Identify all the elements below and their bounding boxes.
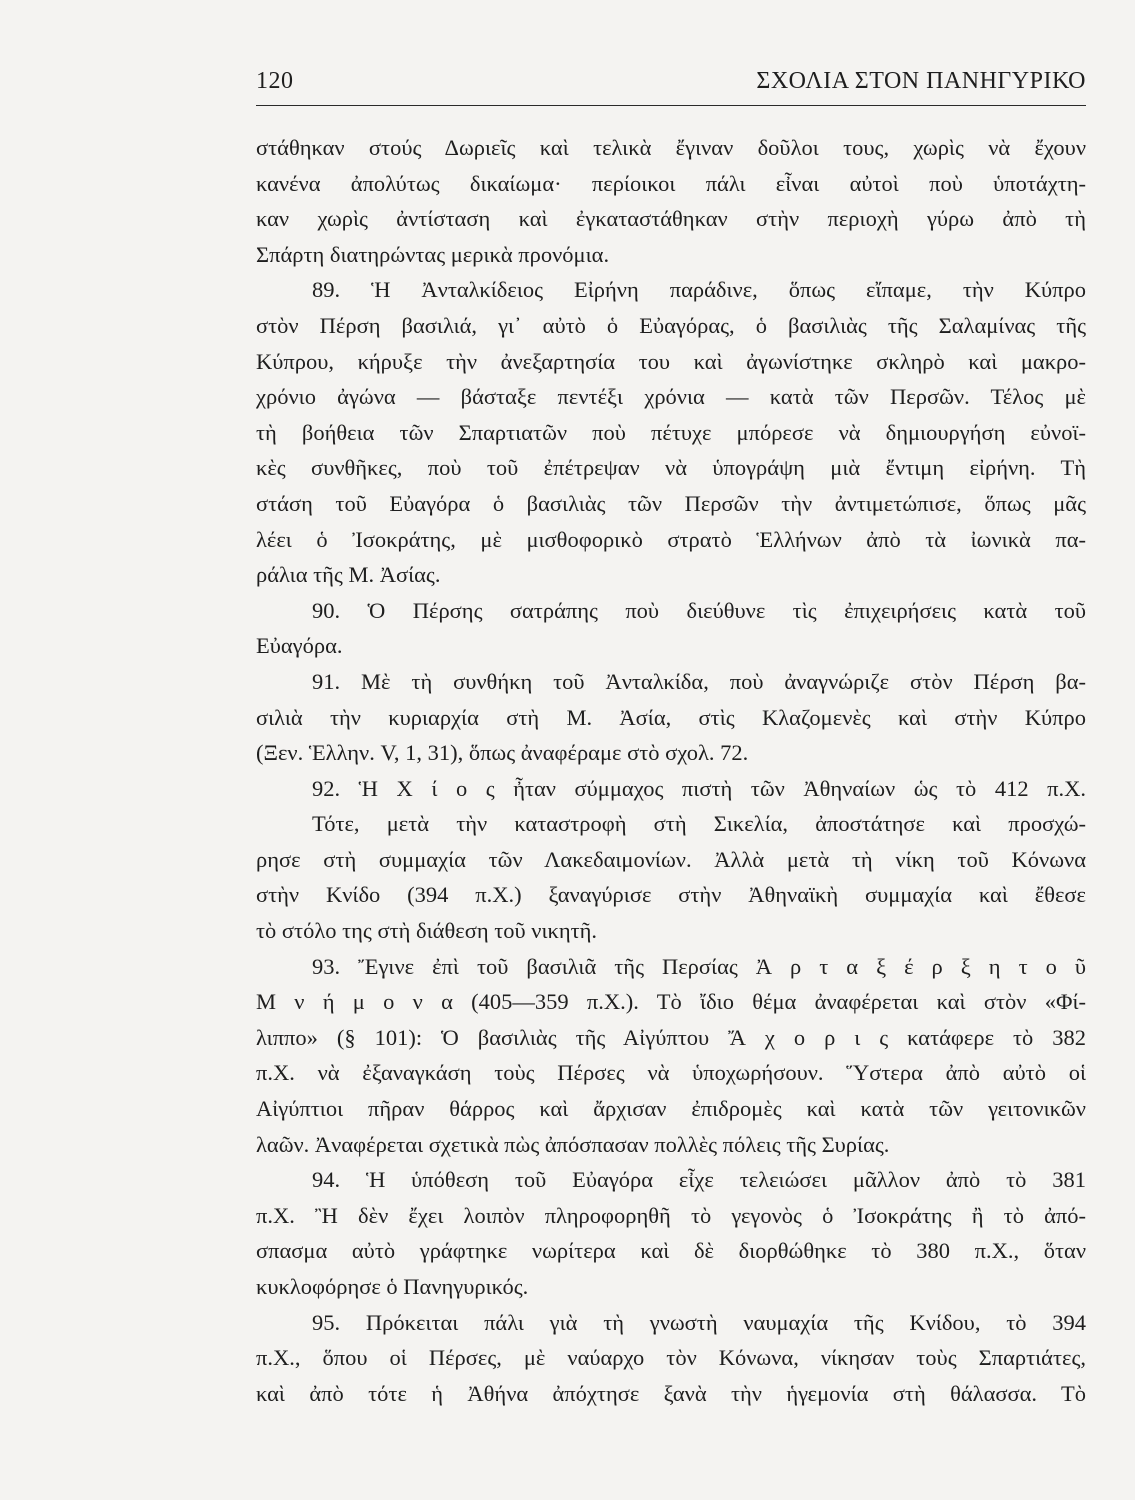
text-line: λιππο» (§ 101): Ὁ βασιλιὰς τῆς Αἰγύπτου Ἄ χ ο ρ ι ς κατάφερε τὸ 382 [256,1024,1086,1050]
header-rule [256,105,1086,106]
page-header [256,68,1086,95]
text-line: καν χωρὶς ἀντίσταση καὶ ἐγκαταστάθηκαν στὴν περιοχὴ γύρω ἀπὸ τὴ [256,206,1086,232]
note-92-start: 92. Ἡ Χ ί ο ς ἦταν σύμμαχος πιστὴ τῶν Ἀθηναίων ὡς τὸ 412 π.Χ. [312,775,1086,801]
text-line: λέει ὁ Ἰσοκράτης, μὲ μισθοφορικὸ στρατὸ Ἑλλήνων ἀπὸ τὰ ἰωνικὰ πα- [256,526,1086,552]
text-line: (Ξεν. Ἑλλην. V, 1, 31), ὅπως ἀναφέραμε στὸ σχολ. 72. [256,740,749,766]
text-line: π.Χ. Ἢ δὲν ἔχει λοιπὸν πληροφορηθῆ τὸ γεγονὸς ὁ Ἰσοκράτης ἢ τὸ ἀπό- [256,1202,1086,1228]
text-line: Αἰγύπτιοι πῆραν θάρρος καὶ ἄρχισαν ἐπιδρομὲς καὶ κατὰ τῶν γειτονικῶν [256,1096,1086,1122]
text-line: σπασμα αὐτὸ γράφτηκε νωρίτερα καὶ δὲ διορθώθηκε τὸ 380 π.Χ., ὅταν [256,1238,1086,1264]
text-line: στάθηκαν στούς Δωριεῖς καὶ τελικὰ ἔγιναν δοῦλοι τους, χωρὶς νὰ ἔχουν [256,135,1086,160]
text-line: στάση τοῦ Εὐαγόρα ὁ βασιλιὰς τῶν Περσῶν τὴν ἀντιμετώπισε, ὅπως μᾶς [256,490,1086,516]
page-body [256,130,1086,1411]
text-line: χρόνιο ἀγώνα — βάσταξε πεντέξι χρόνια — κατὰ τῶν Περσῶν. Τέλος μὲ [256,384,1086,410]
text-line: Μ ν ή μ ο ν α (405—359 π.Χ.). Τὸ ἴδιο θέμα ἀναφέρεται καὶ στὸν «Φί- [256,989,1086,1015]
text-line: λαῶν. Ἀναφέρεται σχετικὰ πὼς ἀπόσπασαν πολλὲς πόλεις τῆς Συρίας. [256,1131,890,1157]
text-line: κυκλοφόρησε ὁ Πανηγυρικός. [256,1274,529,1299]
text-line: καὶ ἀπὸ τότε ἡ Ἀθήνα ἀπόχτησε ξανὰ τὴν ἡγεμονία στὴ θάλασσα. Τὸ [256,1380,1086,1406]
text-line: στὴν Κνίδο (394 π.Χ.) ξαναγύρισε στὴν Ἀθηναϊκὴ συμμαχία καὶ ἔθεσε [256,882,1086,908]
text-line: Τότε, μετὰ τὴν καταστροφὴ στὴ Σικελία, ἀποστάτησε καὶ προσχώ- [312,811,1086,837]
note-93-start: 93. Ἔγινε ἐπὶ τοῦ βασιλιᾶ τῆς Περσίας Ἀ ρ τ α ξ έ ρ ξ η τ ο ῦ [312,953,1086,979]
text-line: τὸ στόλο της στὴ διάθεση τοῦ νικητῆ. [256,918,598,944]
text-line: π.Χ. νὰ ἐξαναγκάση τοὺς Πέρσες νὰ ὑποχωρήσουν. Ὕστερα ἀπὸ αὐτὸ οἱ [256,1060,1086,1086]
text-line: κὲς συνθῆκες, ποὺ τοῦ ἐπέτρεψαν νὰ ὑπογράψη μιὰ ἔντιμη εἰρήνη. Τὴ [256,455,1086,481]
page-number: 120 [256,68,294,94]
note-94-start: 94. Ἡ ὑπόθεση τοῦ Εὐαγόρα εἶχε τελειώσει μᾶλλον ἀπὸ τὸ 381 [312,1167,1086,1193]
text-line: π.Χ., ὅπου οἱ Πέρσες, μὲ ναύαρχο τὸν Κόνωνα, νίκησαν τοὺς Σπαρτιάτες, [256,1345,1086,1371]
note-90-start: 90. Ὁ Πέρσης σατράπης ποὺ διεύθυνε τὶς ἐπιχειρήσεις κατὰ τοῦ [312,597,1086,623]
text-line: Κύπρου, κήρυξε τὴν ἀνεξαρτησία του καὶ ἀγωνίστηκε σκληρὸ καὶ μακρο- [256,348,1086,374]
text-line: στὸν Πέρση βασιλιά, γι᾿ αὐτὸ ὁ Εὐαγόρας, ὁ βασιλιὰς τῆς Σαλαμίνας τῆς [256,312,1086,338]
note-89-start: 89. Ἡ Ἀνταλκίδειος Εἰρήνη παράδινε, ὅπως εἴπαμε, τὴν Κύπρο [312,277,1086,303]
note-95-start: 95. Πρόκειται πάλι γιὰ τὴ γνωστὴ ναυμαχία τῆς Κνίδου, τὸ 394 [312,1309,1086,1335]
note-91-start: 91. Μὲ τὴ συνθήκη τοῦ Ἀνταλκίδα, ποὺ ἀναγνώριζε στὸν Πέρση βα- [312,668,1086,694]
text-line: Σπάρτη διατηρώντας μερικὰ προνόμια. [256,241,610,267]
text-line: Εὐαγόρα. [256,633,343,659]
text-line: ράλια τῆς Μ. Ἀσίας. [256,562,441,588]
text-line: ρησε στὴ συμμαχία τῶν Λακεδαιμονίων. Ἀλλὰ μετὰ τὴ νίκη τοῦ Κόνωνα [256,846,1086,872]
text-line: κανένα ἀπολύτως δικαίωμα· περίοικοι πάλι εἶναι αὐτοὶ ποὺ ὑποτάχτη- [256,170,1086,196]
running-title: ΣΧΟΛΙΑ ΣΤΟΝ ΠΑΝΗΓΥΡΙΚΟ [756,68,1086,94]
text-line: τὴ βοήθεια τῶν Σπαρτιατῶν ποὺ πέτυχε μπόρεσε νὰ δημιουργήση εὐνοϊ- [256,419,1086,445]
text-line: σιλιὰ τὴν κυριαρχία στὴ Μ. Ἀσία, στὶς Κλαζομενὲς καὶ στὴν Κύπρο [256,704,1086,730]
